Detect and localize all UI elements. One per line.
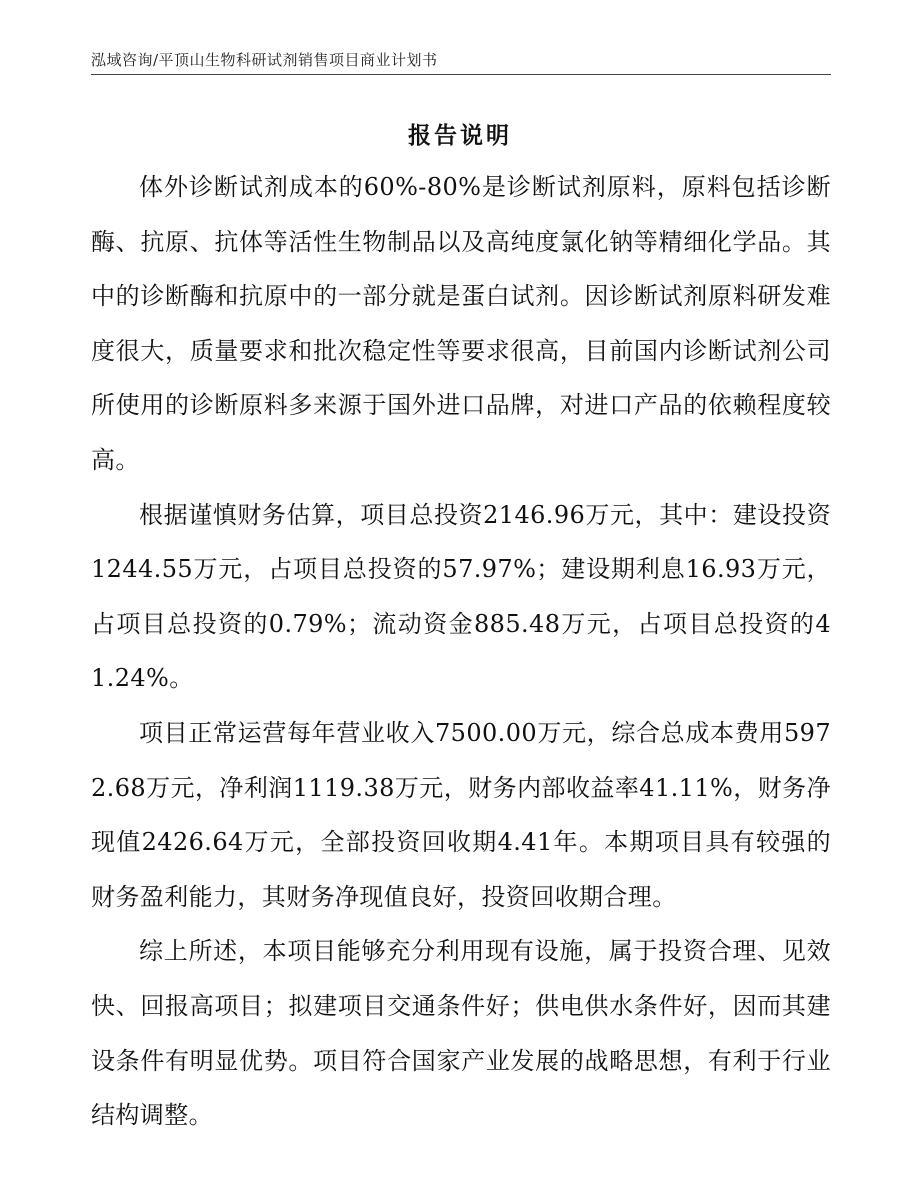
paragraph-diagnostic-materials: 体外诊断试剂成本的60%-80%是诊断试剂原料，原料包括诊断酶、抗原、抗体等活性生物制品以及高纯度氯化钠等精细化学品。其中的诊断酶和抗原中的一部分就是蛋白试剂。因诊断试剂原料研发难度很大，质量要求和批次稳定性等要求很高，目前国内诊断试剂公司所使用的诊断原料多来源于国外进口品牌，对进口产品的依赖程度较高。: [91, 173, 831, 474]
paragraph-financial-returns: 项目正常运营每年营业收入7500.00万元，综合总成本费用5972.68万元，净利润1119.38万元，财务内部收益率41.11%，财务净现值2426.64万元，全部投资回收期4.41年。本期项目具有较强的财务盈利能力，其财务净现值良好，投资回收期合理。: [91, 718, 831, 911]
page-title: 报告说明: [408, 122, 512, 149]
paragraph-investment-estimate: 根据谨慎财务估算，项目总投资2146.96万元，其中：建设投资1244.55万元，占项目总投资的57.97%；建设期利息16.93万元，占项目总投资的0.79%；流动资金885.48万元，占项目总投资的41.24%。: [91, 500, 831, 693]
paragraph-conclusion: 综上所述，本项目能够充分利用现有设施，属于投资合理、见效快、回报高项目；拟建项目交通条件好；供电供水条件好，因而其建设条件有明显优势。项目符合国家产业发展的战略思想，有利于行业结构调整。: [91, 937, 831, 1130]
report-body: [91, 160, 831, 1143]
running-header: 泓域咨询/平顶山生物科研试剂销售项目商业计划书: [91, 50, 831, 75]
